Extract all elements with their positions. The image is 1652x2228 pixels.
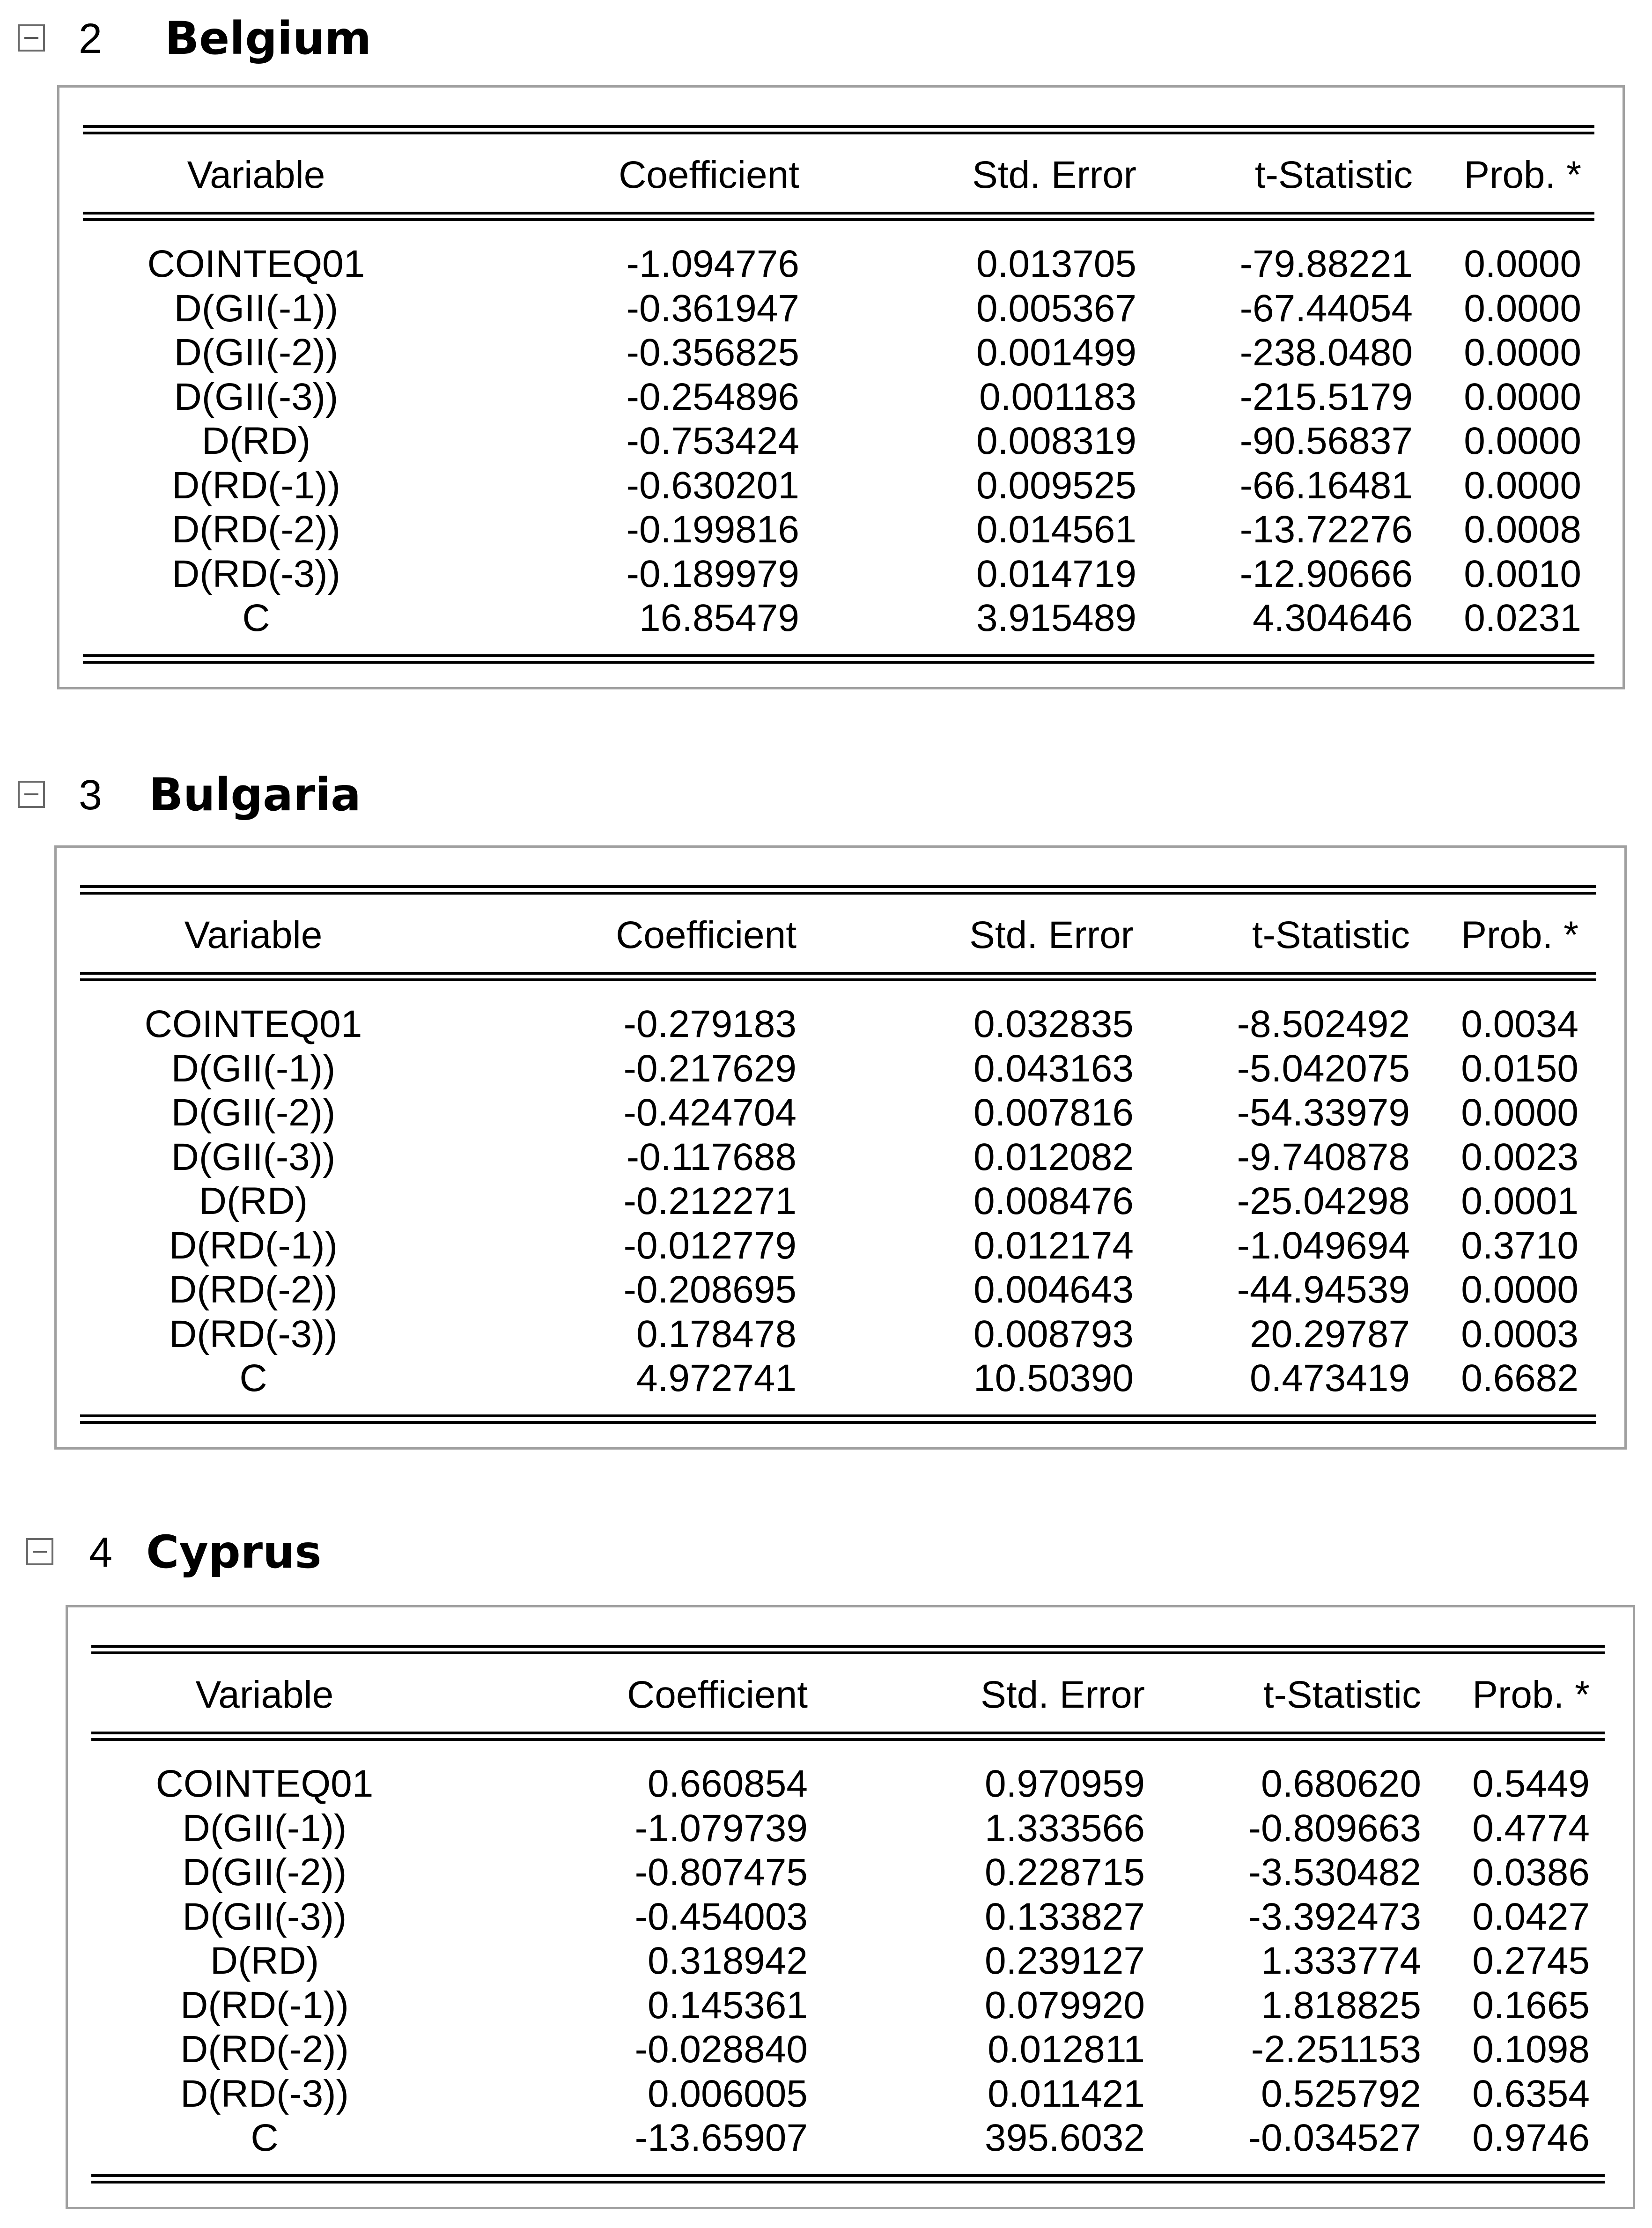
cell-prob: 0.6682 <box>1461 1357 1578 1399</box>
cell-t-statistic: -3.530482 <box>1248 1851 1421 1894</box>
table-row <box>59 331 1622 375</box>
cell-coefficient: -0.189979 <box>626 552 799 595</box>
cell-prob: 0.0000 <box>1464 243 1581 285</box>
table-header-rule <box>83 212 1594 221</box>
cell-variable: D(RD(-2)) <box>169 1268 338 1311</box>
cell-variable: D(GII(-2)) <box>174 331 339 374</box>
table-row <box>57 1224 1624 1268</box>
table-top-rule <box>80 885 1596 895</box>
cell-prob: 0.2745 <box>1472 1939 1590 1982</box>
cell-coefficient: 0.006005 <box>647 2072 808 2115</box>
cell-std-error: 0.239127 <box>984 1939 1145 1982</box>
cell-std-error: 0.032835 <box>973 1003 1134 1045</box>
cell-prob: 0.0000 <box>1464 331 1581 374</box>
cell-std-error: 0.014719 <box>976 552 1136 595</box>
cell-variable: D(GII(-1)) <box>174 287 339 330</box>
cell-coefficient: -0.254896 <box>626 375 799 418</box>
cell-variable: D(RD(-1)) <box>169 1224 338 1267</box>
cell-variable: C <box>251 2117 279 2159</box>
cell-t-statistic: -79.88221 <box>1239 243 1413 285</box>
cell-variable: C <box>242 597 270 639</box>
cell-variable: C <box>239 1357 267 1399</box>
table-bottom-rule <box>80 1414 1596 1424</box>
cell-prob: 0.0001 <box>1461 1180 1578 1222</box>
cell-coefficient: -1.079739 <box>634 1806 808 1850</box>
cell-t-statistic: -9.740878 <box>1237 1135 1410 1178</box>
cell-variable: D(GII(-1)) <box>182 1806 347 1850</box>
header-std-error: Std. Error <box>972 154 1136 196</box>
cell-variable: D(RD(-3)) <box>180 2072 349 2115</box>
cell-std-error: 3.915489 <box>976 597 1136 639</box>
cell-t-statistic: -3.392473 <box>1248 1895 1421 1938</box>
table-top-rule <box>91 1645 1605 1654</box>
cell-std-error: 0.012082 <box>973 1135 1134 1178</box>
cell-variable: D(RD) <box>199 1180 308 1222</box>
cell-prob: 0.0000 <box>1461 1091 1578 1134</box>
cell-coefficient: -0.212271 <box>623 1180 796 1222</box>
cell-coefficient: 0.145361 <box>647 1984 808 2027</box>
cell-std-error: 1.333566 <box>984 1806 1145 1850</box>
cell-prob: 0.6354 <box>1472 2072 1590 2115</box>
table-header-row <box>68 1673 1633 1717</box>
cell-std-error: 0.014561 <box>976 508 1136 551</box>
cell-prob: 0.0000 <box>1464 420 1581 462</box>
table-row <box>68 1895 1633 1939</box>
cell-variable: D(RD(-3)) <box>172 552 340 595</box>
cell-prob: 0.0010 <box>1464 552 1581 595</box>
cell-variable: COINTEQ01 <box>144 1003 362 1045</box>
table-row <box>57 1135 1624 1179</box>
header-variable: Variable <box>184 914 323 956</box>
header-variable: Variable <box>195 1673 334 1716</box>
cell-t-statistic: -238.0480 <box>1239 331 1413 374</box>
cell-prob: 0.1665 <box>1472 1984 1590 2027</box>
cell-variable: D(RD(-3)) <box>169 1312 338 1355</box>
cell-t-statistic: 1.818825 <box>1261 1984 1421 2027</box>
cell-t-statistic: -66.16481 <box>1239 464 1413 507</box>
table-row <box>59 464 1622 508</box>
table-row <box>59 596 1622 640</box>
cell-prob: 0.0000 <box>1464 287 1581 330</box>
table-row <box>68 1850 1633 1895</box>
header-variable: Variable <box>187 154 325 196</box>
table-row <box>59 419 1622 463</box>
section-title: Bulgaria <box>149 769 361 821</box>
table-row <box>68 1984 1633 2028</box>
cell-prob: 0.0008 <box>1464 508 1581 551</box>
cell-coefficient: 0.318942 <box>647 1939 808 1982</box>
table-header-rule <box>91 1732 1605 1741</box>
cell-std-error: 0.228715 <box>984 1851 1145 1894</box>
cell-coefficient: -1.094776 <box>626 243 799 285</box>
cell-std-error: 0.970959 <box>984 1762 1145 1805</box>
cell-variable: D(GII(-3)) <box>174 375 339 418</box>
cell-std-error: 395.6032 <box>984 2117 1145 2159</box>
table-row <box>59 287 1622 331</box>
table-row <box>57 1047 1624 1091</box>
table-bottom-rule <box>83 654 1594 664</box>
cell-std-error: 0.009525 <box>976 464 1136 507</box>
cell-coefficient: -0.028840 <box>634 2028 808 2071</box>
results-table <box>54 845 1627 1450</box>
cell-prob: 0.0000 <box>1464 464 1581 507</box>
cell-variable: D(RD) <box>210 1939 319 1982</box>
cell-t-statistic: -44.94539 <box>1237 1268 1410 1311</box>
results-table <box>57 85 1625 689</box>
header-coefficient: Coefficient <box>619 154 799 196</box>
header-t-statistic: t-Statistic <box>1254 154 1413 196</box>
cell-variable: D(RD(-2)) <box>180 2028 349 2071</box>
header-std-error: Std. Error <box>969 914 1134 956</box>
cell-coefficient: 4.972741 <box>636 1357 796 1399</box>
cell-coefficient: 0.660854 <box>647 1762 808 1805</box>
cell-prob: 0.0386 <box>1472 1851 1590 1894</box>
cell-t-statistic: -8.502492 <box>1237 1003 1410 1045</box>
header-t-statistic: t-Statistic <box>1263 1673 1421 1716</box>
cell-variable: D(RD) <box>201 420 311 462</box>
cell-coefficient: -0.217629 <box>623 1047 796 1090</box>
cell-coefficient: -0.454003 <box>634 1895 808 1938</box>
table-row <box>57 1268 1624 1312</box>
cell-std-error: 0.079920 <box>984 1984 1145 2027</box>
header-prob: Prob. * <box>1472 1673 1590 1716</box>
cell-std-error: 0.001499 <box>976 331 1136 374</box>
cell-coefficient: -0.279183 <box>623 1003 796 1045</box>
table-row <box>68 1806 1633 1850</box>
table-top-rule <box>83 125 1594 134</box>
table-row <box>68 1939 1633 1983</box>
cell-t-statistic: -90.56837 <box>1239 420 1413 462</box>
cell-std-error: 0.013705 <box>976 243 1136 285</box>
cell-std-error: 0.004643 <box>973 1268 1134 1311</box>
header-coefficient: Coefficient <box>616 914 796 956</box>
cell-std-error: 0.005367 <box>976 287 1136 330</box>
cell-std-error: 0.012811 <box>988 2028 1145 2071</box>
cell-std-error: 0.001183 <box>979 375 1136 418</box>
cell-std-error: 0.008476 <box>973 1180 1134 1222</box>
cell-t-statistic: -0.809663 <box>1248 1806 1421 1850</box>
cell-coefficient: -0.199816 <box>626 508 799 551</box>
cell-coefficient: 0.178478 <box>636 1312 796 1355</box>
cell-variable: COINTEQ01 <box>155 1762 374 1805</box>
section-header <box>0 1514 1652 1593</box>
cell-variable: D(RD(-1)) <box>172 464 340 507</box>
cell-prob: 0.3710 <box>1461 1224 1578 1267</box>
header-std-error: Std. Error <box>981 1673 1145 1716</box>
cell-variable: D(RD(-1)) <box>180 1984 349 2027</box>
cell-prob: 0.0023 <box>1461 1135 1578 1178</box>
collapse-toggle-icon[interactable] <box>26 1538 53 1565</box>
cell-std-error: 0.008793 <box>973 1312 1134 1355</box>
section-title: Cyprus <box>146 1526 322 1578</box>
cell-coefficient: -0.208695 <box>623 1268 796 1311</box>
cell-std-error: 0.133827 <box>984 1895 1145 1938</box>
results-table <box>66 1605 1635 2209</box>
cell-prob: 0.1098 <box>1472 2028 1590 2071</box>
cell-variable: D(GII(-2)) <box>182 1851 347 1894</box>
cell-variable: D(RD(-2)) <box>172 508 340 551</box>
table-row <box>57 1002 1624 1046</box>
header-prob: Prob. * <box>1464 154 1581 196</box>
cell-prob: 0.4774 <box>1472 1806 1590 1850</box>
cell-std-error: 0.043163 <box>973 1047 1134 1090</box>
table-row <box>59 242 1622 286</box>
cell-t-statistic: 4.304646 <box>1252 597 1413 639</box>
table-header-row <box>59 153 1622 197</box>
table-row <box>68 2028 1633 2072</box>
table-header-rule <box>80 972 1596 981</box>
section-title: Belgium <box>165 12 372 65</box>
cell-t-statistic: -5.042075 <box>1237 1047 1410 1090</box>
cell-variable: COINTEQ01 <box>147 243 365 285</box>
section-header <box>0 0 1652 80</box>
cell-prob: 0.5449 <box>1472 1762 1590 1805</box>
cell-t-statistic: 1.333774 <box>1261 1939 1421 1982</box>
cell-t-statistic: -2.251153 <box>1251 2028 1421 2071</box>
table-bottom-rule <box>91 2174 1605 2184</box>
header-t-statistic: t-Statistic <box>1252 914 1410 956</box>
collapse-toggle-icon[interactable] <box>18 24 45 52</box>
table-row <box>57 1179 1624 1223</box>
table-row <box>68 1762 1633 1806</box>
cell-prob: 0.0427 <box>1472 1895 1590 1938</box>
cell-t-statistic: 0.473419 <box>1249 1357 1410 1399</box>
cell-coefficient: -0.753424 <box>626 420 799 462</box>
table-row <box>57 1312 1624 1356</box>
cell-coefficient: 16.85479 <box>639 597 799 639</box>
cell-t-statistic: -215.5179 <box>1239 375 1413 418</box>
cell-coefficient: -13.65907 <box>634 2117 808 2159</box>
cell-std-error: 0.007816 <box>973 1091 1134 1134</box>
cell-variable: D(GII(-3)) <box>171 1135 336 1178</box>
cell-coefficient: -0.630201 <box>626 464 799 507</box>
cell-prob: 0.0034 <box>1461 1003 1578 1045</box>
cell-prob: 0.0000 <box>1464 375 1581 418</box>
table-row <box>57 1091 1624 1135</box>
cell-variable: D(GII(-1)) <box>171 1047 336 1090</box>
cell-t-statistic: -12.90666 <box>1239 552 1413 595</box>
cell-std-error: 0.011421 <box>988 2072 1145 2115</box>
cell-t-statistic: -1.049694 <box>1237 1224 1410 1267</box>
section-number: 2 <box>79 15 103 62</box>
cell-prob: 0.0003 <box>1461 1312 1578 1355</box>
table-header-row <box>57 913 1624 957</box>
section-number: 4 <box>89 1529 113 1576</box>
cell-t-statistic: -13.72276 <box>1239 508 1413 551</box>
cell-t-statistic: 20.29787 <box>1249 1312 1410 1355</box>
cell-coefficient: -0.356825 <box>626 331 799 374</box>
table-row <box>68 2072 1633 2116</box>
cell-prob: 0.0000 <box>1461 1268 1578 1311</box>
cell-coefficient: -0.012779 <box>623 1224 796 1267</box>
table-row <box>59 508 1622 552</box>
cell-coefficient: -0.424704 <box>623 1091 796 1134</box>
cell-prob: 0.9746 <box>1472 2117 1590 2159</box>
cell-t-statistic: -54.33979 <box>1237 1091 1410 1134</box>
table-row <box>59 375 1622 419</box>
table-row <box>68 2116 1633 2160</box>
table-row <box>59 552 1622 596</box>
cell-coefficient: -0.807475 <box>634 1851 808 1894</box>
cell-prob: 0.0231 <box>1464 597 1581 639</box>
cell-prob: 0.0150 <box>1461 1047 1578 1090</box>
cell-t-statistic: -67.44054 <box>1239 287 1413 330</box>
collapse-toggle-icon[interactable] <box>18 781 45 808</box>
cell-variable: D(GII(-2)) <box>171 1091 336 1134</box>
section-header <box>0 756 1652 836</box>
cell-t-statistic: -0.034527 <box>1248 2117 1421 2159</box>
cell-coefficient: -0.361947 <box>626 287 799 330</box>
cell-variable: D(GII(-3)) <box>182 1895 347 1938</box>
section-number: 3 <box>79 772 103 819</box>
cell-t-statistic: -25.04298 <box>1237 1180 1410 1222</box>
cell-std-error: 0.008319 <box>976 420 1136 462</box>
cell-std-error: 10.50390 <box>973 1357 1134 1399</box>
cell-t-statistic: 0.680620 <box>1261 1762 1421 1805</box>
header-coefficient: Coefficient <box>627 1673 808 1716</box>
cell-coefficient: -0.117688 <box>626 1135 796 1178</box>
table-row <box>57 1356 1624 1400</box>
cell-std-error: 0.012174 <box>973 1224 1134 1267</box>
header-prob: Prob. * <box>1461 914 1578 956</box>
cell-t-statistic: 0.525792 <box>1261 2072 1421 2115</box>
